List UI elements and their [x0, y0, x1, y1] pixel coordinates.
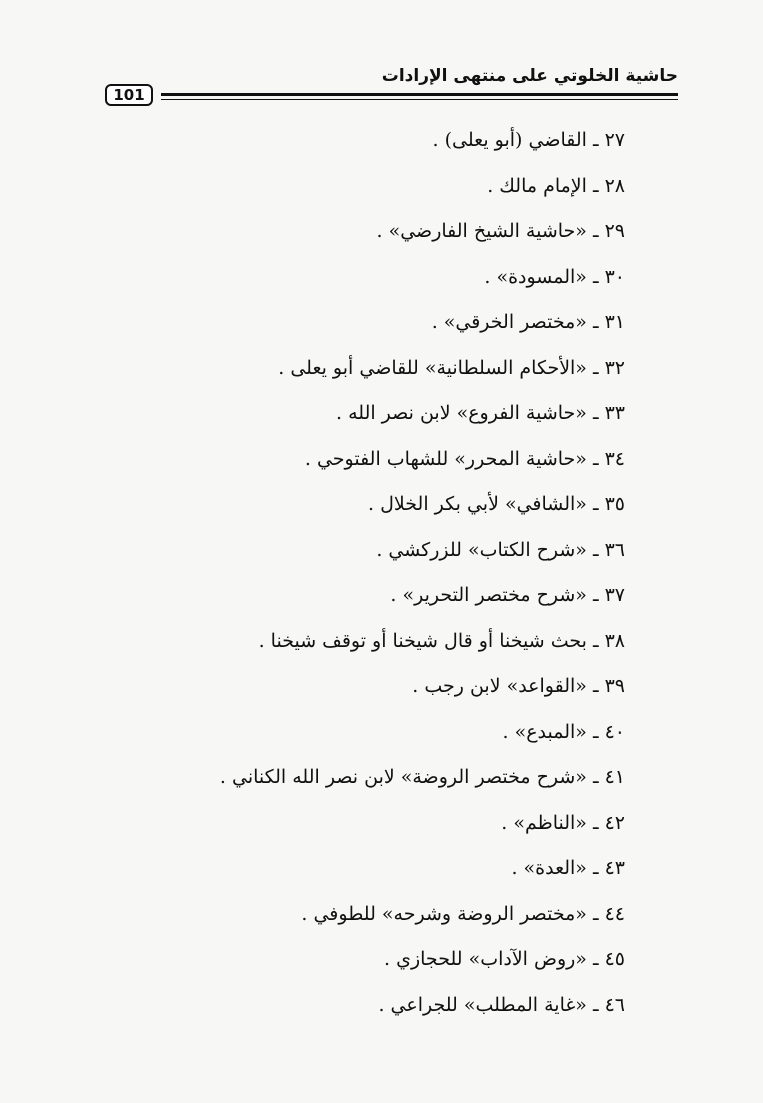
header-rule-thin	[161, 99, 678, 100]
list-item: ٣٨ ـ بحث شيخنا أو قال شيخنا أو توقف شيخنا .	[258, 629, 625, 652]
list-item: ٤٠ ـ «المبدع» .	[502, 720, 625, 743]
reference-list	[65, 118, 625, 1028]
running-title: حاشية الخلوتي على منتهى الإرادات	[381, 66, 678, 86]
list-item: ٤٣ ـ «العدة» .	[511, 857, 625, 879]
list-item: ٣٣ ـ «حاشية الفروع» لابن نصر الله .	[336, 402, 625, 424]
list-item: ٤١ ـ «شرح مختصر الروضة» لابن نصر الله الكناني .	[219, 766, 625, 788]
list-item: ٣٩ ـ «القواعد» لابن رجب .	[412, 675, 625, 697]
list-item: ٤٢ ـ «الناظم» .	[501, 811, 625, 834]
list-item: ٣٤ ـ «حاشية المحرر» للشهاب الفتوحي .	[304, 447, 625, 470]
page-header	[105, 64, 678, 108]
page-number-badge: 101	[105, 84, 153, 106]
list-item: ٣١ ـ «مختصر الخرقي» .	[431, 311, 625, 333]
list-item: ٢٨ ـ الإمام مالك .	[487, 174, 625, 197]
list-item: ٣٢ ـ «الأحكام السلطانية» للقاضي أبو يعلى .	[278, 356, 625, 379]
list-item: ٣٠ ـ «المسودة» .	[484, 265, 625, 288]
list-item: ٤٦ ـ «غاية المطلب» للجراعي .	[378, 993, 625, 1016]
list-item: ٣٦ ـ «شرح الكتاب» للزركشي .	[376, 538, 625, 561]
list-item: ٢٧ ـ القاضي (أبو يعلى) .	[432, 129, 625, 151]
list-item: ٣٥ ـ «الشافي» لأبي بكر الخلال .	[368, 493, 625, 515]
header-rule-thick	[161, 93, 678, 96]
list-item: ٤٥ ـ «روض الآداب» للحجازي .	[384, 948, 625, 970]
list-item: ٤٤ ـ «مختصر الروضة وشرحه» للطوفي .	[301, 902, 625, 925]
list-item: ٣٧ ـ «شرح مختصر التحرير» .	[390, 584, 625, 606]
list-item: ٢٩ ـ «حاشية الشيخ الفارضي» .	[376, 220, 625, 242]
